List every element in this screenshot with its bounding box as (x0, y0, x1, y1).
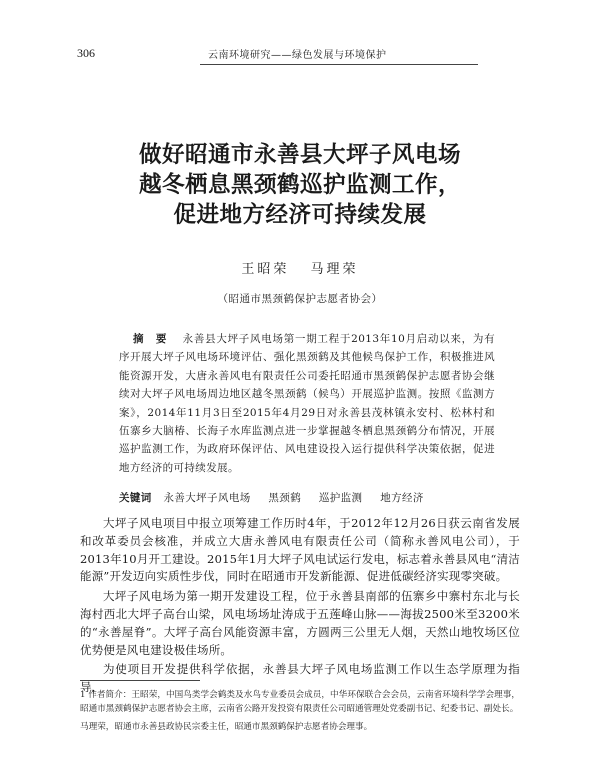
authors: 王昭荣 马理荣 (241, 262, 359, 277)
footnote-2: 马理荣，昭通市永善县政协民宗委主任，昭通市黑颈鹤保护志愿者协会理事。 (80, 722, 373, 732)
abstract-text: 永善县大坪子风电场第一期工程于2013年10月启动以来，为有序开展大坪子风电场环境评估、强化黑颈鹤及其他候鸟保护工作，积极推进风能资源开发，大唐永善风电有限责任公司委托昭通市黑颈鹤保护志愿者协会继续对大坪子风电场周边地区越冬黑颈鹤（候鸟）开展巡护监测。按照《监测方案》，2014年11月3日至2015年4月29日对永善县茂林镇永安村、松林村和伍寨乡大脑椿、长海子水库监测点进一步掌握越冬栖息黑颈鹤分布情况，开展巡护监测工作，为政府环保评估、风电建设投入运行提供科学决策依据，促进地方经济的可持续发展。 (119, 333, 495, 474)
keywords (119, 490, 499, 505)
body-text (80, 515, 520, 699)
title-line-2: 越冬栖息黑颈鹤巡护监测工作， (138, 172, 461, 198)
running-header: 云南环境研究——绿色发展与环境保护 (208, 50, 387, 61)
footnotes (80, 688, 520, 738)
keyword-item: 永善大坪子风电场 (163, 492, 251, 504)
affiliation: （昭通市黑颈鹤保护志愿者协会） (217, 293, 383, 305)
footnote-rule (80, 680, 200, 681)
abstract (119, 330, 495, 477)
title-line-3: 促进地方经济可持续发展 (173, 202, 427, 228)
keyword-item: 黑颈鹤 (268, 492, 302, 504)
article-title (80, 140, 520, 230)
title-line-1: 做好昭通市永善县大坪子风电场 (138, 142, 461, 168)
keyword-item: 地方经济 (380, 492, 424, 504)
body-paragraph-2: 大坪子风电场为第一期开发建设工程，位于永善县南部的伍寨乡中寨村东北与长海村西北大坪子高台山梁，风电场场址涛成于五莲峰山脉——海拔2500米至3200米的“永善屋脊”。大坪子高台风能资源丰富，方圆两三公里无人烟，天然山地牧场区位优势便是风电建设极佳场所。 (80, 589, 520, 657)
abstract-label: 摘 要 (133, 333, 171, 345)
body-paragraph-3: 为使项目开发提供科学依据，永善县大坪子风电场监测工作以生态学原理为指导， (80, 662, 520, 695)
footnote-1: 1 作者简介：王昭荣，中国鸟类学会鹤类及水鸟专业委员会成员，中华环保联合会会员，云南省环境科学学会理事，昭通市黑颈鹤保护志愿者协会主席，云南省公路开发投资有限责任公司昭通管理处党委副书记、纪委书记、副处长。 (80, 690, 520, 714)
header-rule (200, 64, 478, 65)
body-paragraph-1: 大坪子风电项目中报立项筹建工作历时4年，于2012年12月26日获云南省发展和改革委员会核准，并成立大唐永善风电有限责任公司（简称永善风电公司），于2013年10月开工建设。2015年1月大坪子风电试运行发电，标志着永善县风电“清洁能源”开发迈向实质性步伐，同时在昭通市开发新能源、促进低碳经济实现零突破。 (80, 516, 520, 584)
keywords-label: 关键词 (119, 492, 152, 504)
page-number: 306 (77, 46, 95, 60)
keyword-item: 巡护监测 (318, 492, 363, 504)
